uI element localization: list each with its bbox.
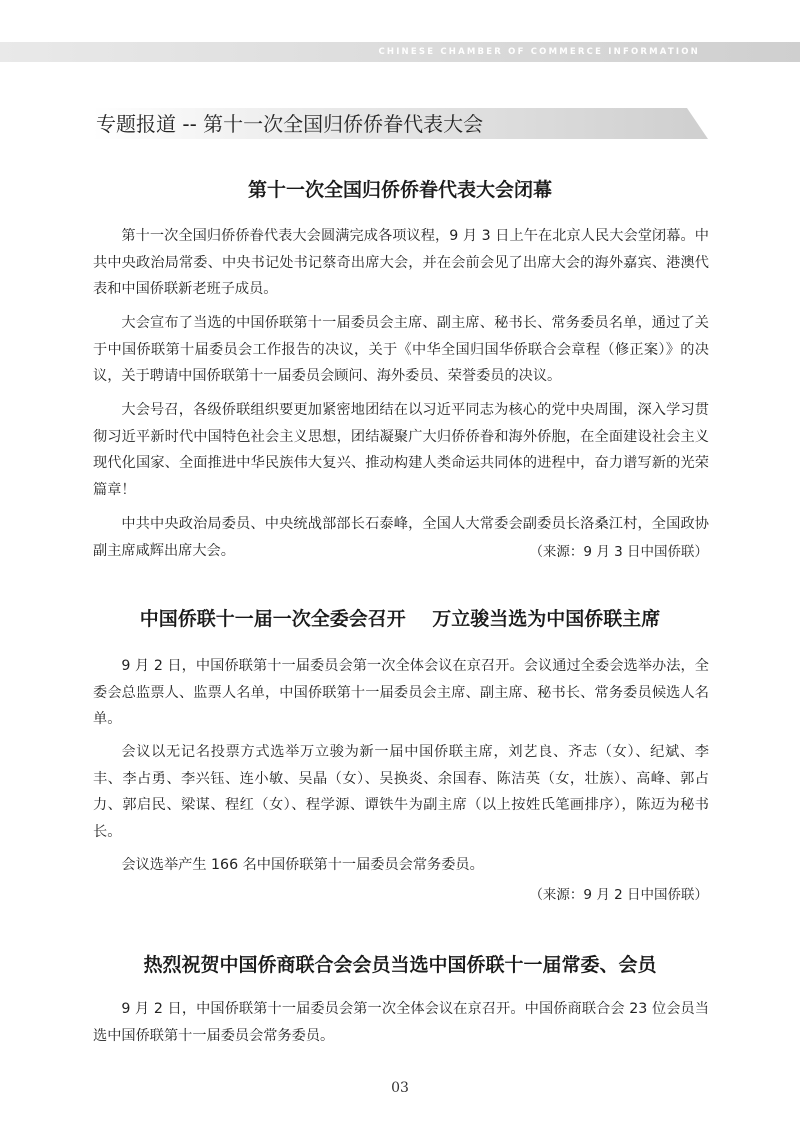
article-title: 第十一次全国归侨侨眷代表大会闭幕: [247, 179, 552, 201]
article-source: （来源：9 月 3 日中国侨联）: [529, 544, 708, 560]
article-paragraph: 会议以无记名投票方式选举万立骏为新一届中国侨联主席，刘艺良、齐志（女）、纪斌、李丰、李占勇、李兴钰、连小敏、吴晶（女）、吴换炎、余国春、陈洁英（女，壮族）、高峰、郭占力、郭启民、梁谋、程红（女）、程学源、谭铁牛为副主席（以上按姓氏笔画排序），陈迈为秘书长。: [93, 744, 709, 840]
header-bar: [0, 42, 800, 62]
publication-name: CHINESE CHAMBER OF COMMERCE INFORMATION: [378, 47, 700, 57]
article-paragraph: 第十一次全国归侨侨眷代表大会圆满完成各项议程，9 月 3 日上午在北京人民大会堂闭幕。中共中央政治局常委、中央书记处书记蔡奇出席大会，并在会前会见了出席大会的海外嘉宾、港澳代表和中国侨联新老班子成员。: [93, 228, 709, 297]
article-title: 热烈祝贺中国侨商联合会会员当选中国侨联十一届常委、会员: [143, 954, 657, 976]
article-title: 中国侨联十一届一次全委会召开 万立骏当选为中国侨联主席: [139, 608, 661, 630]
article-paragraph: 9 月 2 日，中国侨联第十一届委员会第一次全体会议在京召开。会议通过全委会选举办法，全委会总监票人、监票人名单，中国侨联第十一届委员会主席、副主席、秘书长、常务委员候选人名单。: [93, 658, 709, 727]
article-paragraph: 中共中央政治局委员、中央统战部部长石泰峰，全国人大常委会副委员长洛桑江村，全国政协副主席咸辉出席大会。: [93, 516, 709, 559]
article-paragraph: 9 月 2 日，中国侨联第十一届委员会第一次全体会议在京召开。中国侨商联合会 23 位会员当选中国侨联第十一届委员会常务委员。: [93, 1001, 709, 1044]
page-number: 03: [391, 1080, 409, 1096]
section-title: 专题报道 -- 第十一次全国归侨侨眷代表大会: [96, 112, 484, 136]
article-source: （来源：9 月 2 日中国侨联）: [529, 887, 708, 903]
article-paragraph: 大会号召，各级侨联组织要更加紧密地团结在以习近平同志为核心的党中央周围，深入学习贯彻习近平新时代中国特色社会主义思想，团结凝聚广大归侨侨眷和海外侨胞，在全面建设社会主义现代化国家、全面推进中华民族伟大复兴、推动构建人类命运共同体的进程中，奋力谱写新的光荣篇章！: [93, 402, 709, 498]
article-paragraph: 会议选举产生 166 名中国侨联第十一届委员会常务委员。: [121, 857, 484, 873]
article-paragraph: 大会宣布了当选的中国侨联第十一届委员会主席、副主席、秘书长、常务委员名单，通过了关于中国侨联第十届委员会工作报告的决议，关于《中华全国归国华侨联合会章程（修正案）》的决议，关于聘请中国侨联第十一届委员会顾问、海外委员、荣誉委员的决议。: [93, 315, 709, 384]
